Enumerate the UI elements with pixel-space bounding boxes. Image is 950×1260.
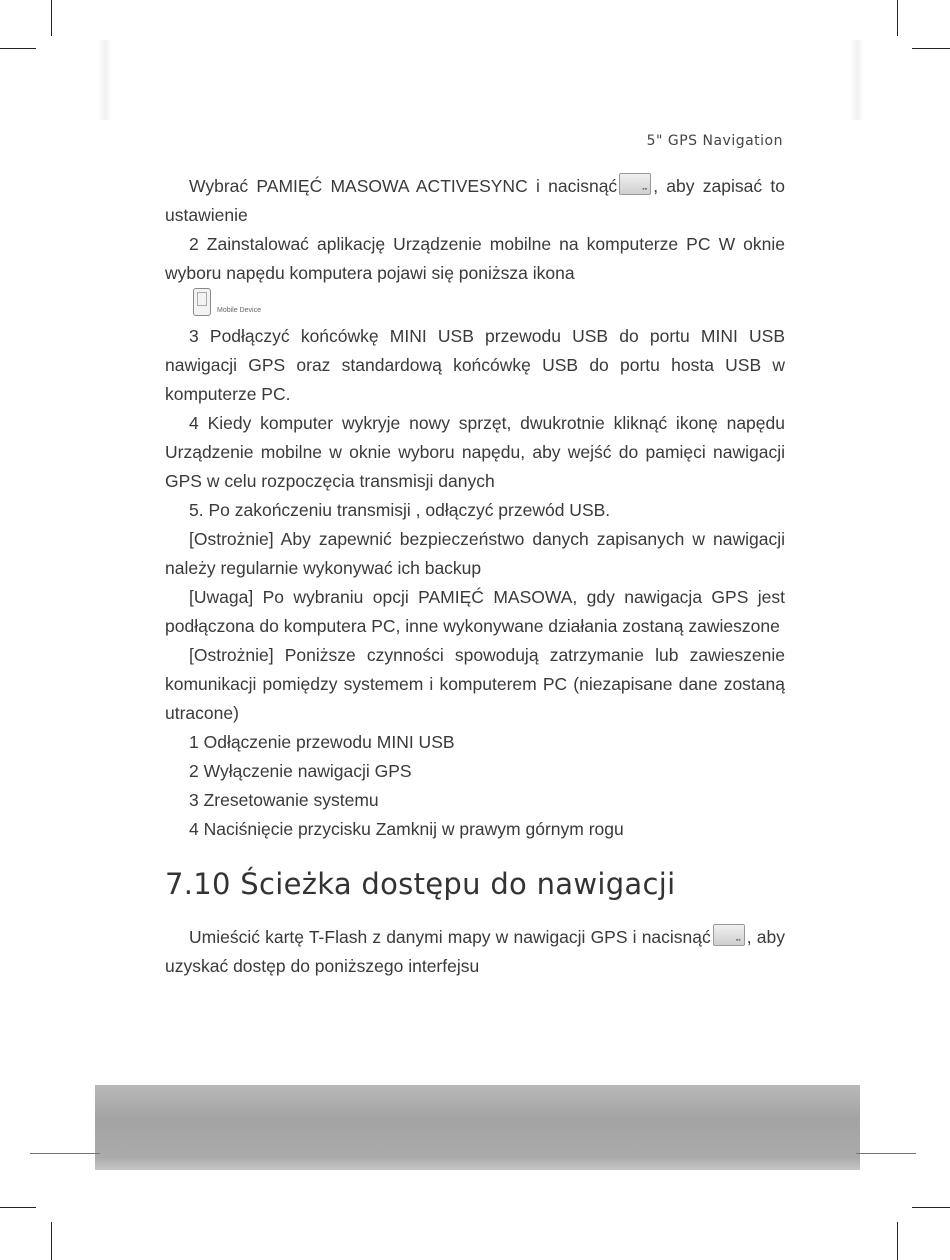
paragraph: 5. Po zakończeniu transmisji , odłączyć przewód USB. [189,500,611,520]
page-body [165,172,785,981]
scan-shadow [850,40,864,120]
crop-mark [912,1207,950,1208]
paragraph: 4 Kiedy komputer wykryje nowy sprzęt, dwukrotnie kliknąć ikonę napędu Urządzenie mobilne w oknie wyboru napędu, aby wejść do pamięci nawigacji GPS w celu rozpoczęcia transmisji danych [165,413,785,491]
crop-mark [51,0,52,36]
crop-mark [897,0,898,36]
paragraph: 2 Zainstalować aplikację Urządzenie mobilne na komputerze PC W oknie wyboru napędu komputera pojawi się poniższa ikona [165,234,785,283]
ok-button-icon [619,173,651,195]
running-header: 5" GPS Navigation [646,133,783,149]
paragraph: Umieścić kartę T-Flash z danymi mapy w nawigacji GPS i nacisnąć▪▪ , aby uzyskać dostęp do poniższego interfejsu [165,923,785,981]
paragraph: 3 Podłączyć końcówkę MINI USB przewodu USB do portu MINI USB nawigacji GPS oraz standardową końcówkę USB do portu hosta USB w komputerze PC. [165,326,785,404]
list-item: 4 Naciśnięcie przycisku Zamknij w prawym górnym rogu [189,819,624,839]
section-title: 7.10 Ścieżka dostępu do nawigacji [165,867,676,901]
crop-mark [912,48,950,49]
caution-note: [Ostrożnie] Poniższe czynności spowodują zatrzymanie lub zawieszenie komunikacji pomiędzy systemem i komputerem PC (niezapisane dane zostaną utracone) [165,645,785,723]
mobile-device-icon [193,288,211,316]
crop-mark [0,1207,36,1208]
warning-note: [Uwaga] Po wybraniu opcji PAMIĘĆ MASOWA, gdy nawigacja GPS jest podłączona do komputera PC, inne wykonywane działania zostaną zawieszone [165,587,785,636]
footer-rule [856,1153,916,1154]
list-item: 2 Wyłączenie nawigacji GPS [189,761,412,781]
scan-shadow [98,40,112,120]
device-icon-label: Mobile Device [217,307,261,314]
list-item: 1 Odłączenie przewodu MINI USB [189,732,455,752]
crop-mark [897,1222,898,1260]
ok-button-icon [713,924,745,946]
crop-mark [0,48,36,49]
caution-note: [Ostrożnie] Aby zapewnić bezpieczeństwo danych zapisanych w nawigacji należy regularnie wykonywać ich backup [165,529,785,578]
footer-bar [95,1085,860,1170]
list-item: 3 Zresetowanie systemu [189,790,379,810]
crop-mark [51,1222,52,1260]
paragraph: Wybrać PAMIĘĆ MASOWA ACTIVESYNC i nacisnąć▪▪ , aby zapisać to ustawienie [165,172,785,230]
footer-rule [30,1153,100,1154]
device-icon-row [165,288,785,322]
